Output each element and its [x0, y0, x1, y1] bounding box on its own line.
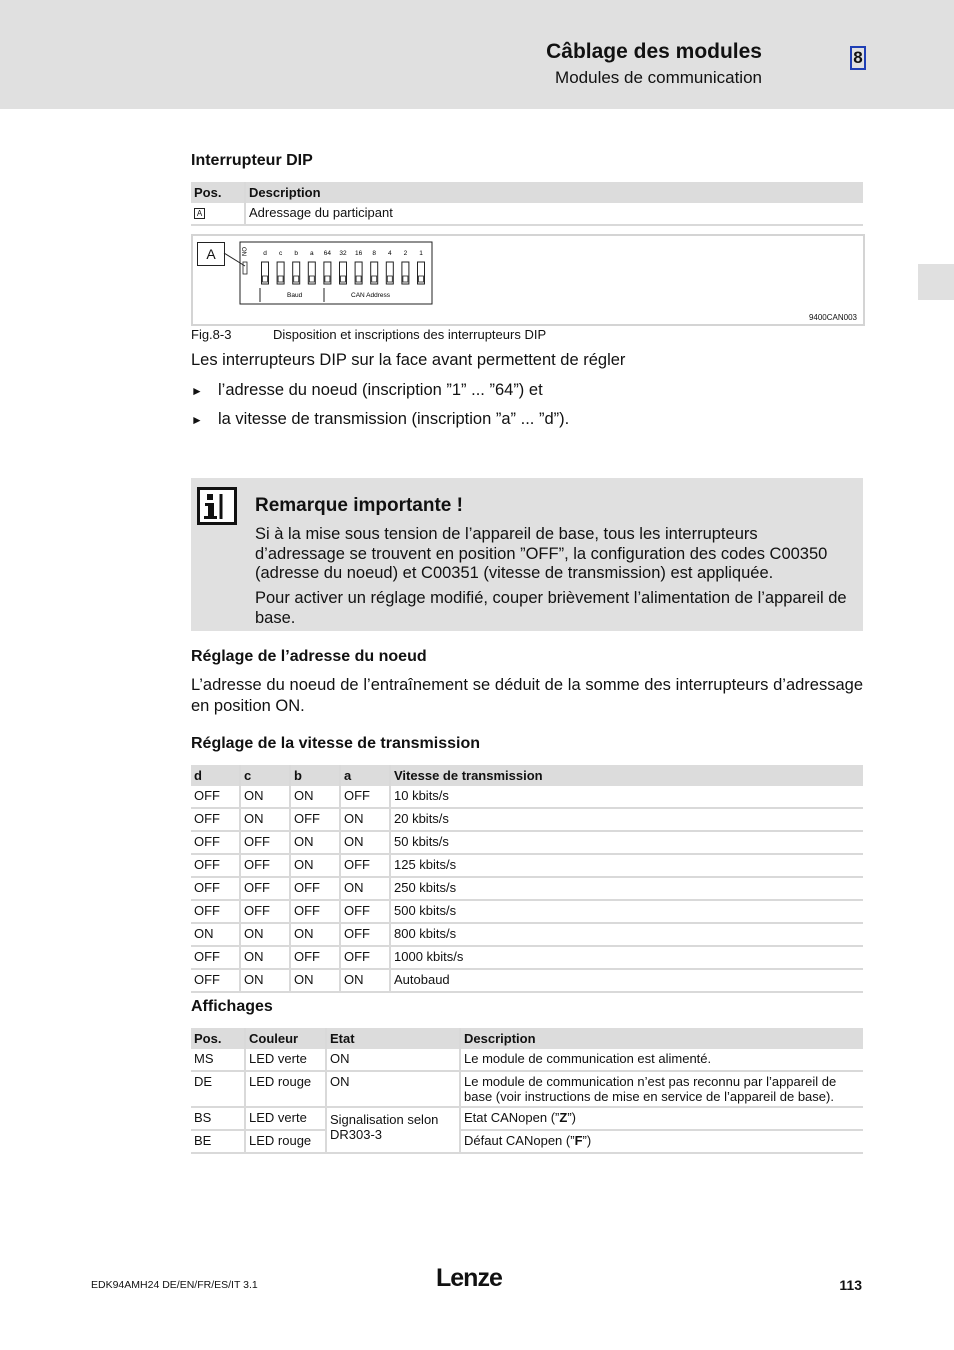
switch-label: a [309, 250, 314, 257]
displays-table [191, 1028, 863, 1154]
table-cell: 500 kbits/s [390, 900, 863, 923]
figure-code: 9400CAN003 [808, 313, 857, 322]
table-row [191, 808, 863, 831]
switch-label: 64 [323, 250, 332, 257]
table-row [191, 1049, 863, 1071]
table-cell: 20 kbits/s [390, 808, 863, 831]
table-header: Pos. [191, 182, 245, 203]
table-cell: OFF [290, 946, 340, 969]
table-cell: ON [240, 969, 290, 992]
note-paragraph: Pour activer un réglage modifié, couper brièvement l’alimentation de l’appareil de base. [255, 589, 847, 627]
switch-label: 2 [403, 250, 408, 257]
table-cell: OFF [191, 854, 240, 877]
table-cell: ON [240, 923, 290, 946]
section-heading-node-address: Réglage de l’adresse du noeud [191, 648, 427, 665]
switch-label: 4 [387, 250, 392, 257]
dip-switch-knob [309, 276, 314, 282]
page-subtitle: Modules de communication [555, 68, 762, 87]
baud-group-label: Baud [287, 292, 303, 299]
table-row [191, 1071, 863, 1107]
note-paragraph: Si à la mise sous tension de l’appareil de base, tous les interrupteurs d’adressage se trouvent en position ”OFF”, la configuration des codes C00350 (adresse du noeud) et C00351 (vitesse de transmission) est appliquée. [255, 525, 828, 582]
dip-switch-knob [263, 276, 268, 282]
table-row [191, 786, 863, 808]
table-cell: ON [240, 946, 290, 969]
table-cell: Adressage du participant [245, 203, 863, 225]
chapter-side-tab [918, 264, 954, 300]
switch-label: 32 [339, 250, 347, 257]
table-cell: OFF [240, 877, 290, 900]
table-cell: Le module de communication est alimenté. [460, 1049, 863, 1071]
table-cell: 125 kbits/s [390, 854, 863, 877]
position-marker: A [194, 208, 205, 219]
table-cell: LED rouge [245, 1071, 326, 1107]
table-cell: ON [240, 786, 290, 808]
table-row [191, 923, 863, 946]
switch-label: 16 [354, 250, 363, 257]
figure-caption-number: Fig.8-3 [191, 327, 232, 342]
table-cell: OFF [240, 900, 290, 923]
dip-switch-knob [294, 276, 299, 282]
table-row [191, 1107, 863, 1130]
table-cell: LED rouge [245, 1130, 326, 1153]
page-title: Câblage des modules [546, 40, 762, 63]
table-cell: OFF [290, 877, 340, 900]
table-cell: ON [340, 969, 390, 992]
dip-switch-knob [387, 276, 392, 282]
table-row [191, 1130, 863, 1153]
important-note [191, 478, 863, 631]
table-header: Description [460, 1028, 863, 1049]
table-cell: ON [340, 877, 390, 900]
switch-label: b [294, 250, 299, 257]
table-cell: OFF [191, 946, 240, 969]
table-cell: ON [290, 923, 340, 946]
list-item [191, 381, 543, 400]
table-header: a [340, 765, 390, 786]
table-cell: Le module de communication n’est pas reconnu par l’appareil de base (voir instructions de mise en service de l’appareil de base). [460, 1071, 863, 1107]
table-header: b [290, 765, 340, 786]
switch-label: 8 [372, 250, 377, 257]
table-cell: 50 kbits/s [390, 831, 863, 854]
table-cell: Autobaud [390, 969, 863, 992]
on-label: ON [240, 247, 246, 256]
dip-switch-knob [341, 276, 346, 282]
table-cell: 10 kbits/s [390, 786, 863, 808]
table-cell: ON [340, 808, 390, 831]
table-cell: ON [191, 923, 240, 946]
figure-callout: A [197, 242, 225, 266]
table-cell: OFF [340, 946, 390, 969]
table-cell: OFF [191, 877, 240, 900]
table-cell: BS [191, 1107, 245, 1130]
list-item [191, 410, 569, 429]
table-header: Etat [326, 1028, 460, 1049]
brand-logo: Lenze [436, 1264, 502, 1292]
table-cell: OFF [290, 900, 340, 923]
dip-switch-knob [403, 276, 408, 282]
table-row [191, 877, 863, 900]
table-cell: BE [191, 1130, 245, 1153]
table-header: Description [245, 182, 863, 203]
table-cell: OFF [191, 969, 240, 992]
node-address-paragraph: L’adresse du noeud de l’entraînement se déduit de la somme des interrupteurs d’adressage en position ON. [191, 676, 863, 715]
table-cell: OFF [191, 786, 240, 808]
table-cell: MS [191, 1049, 245, 1071]
page-number: 113 [839, 1277, 862, 1293]
address-group-label: CAN Address [351, 292, 391, 299]
switch-label: 1 [419, 250, 423, 257]
section-heading-displays: Affichages [191, 998, 273, 1015]
section-heading-dip: Interrupteur DIP [191, 152, 313, 169]
table-row [191, 854, 863, 877]
document-id: EDK94AMH24 DE/EN/FR/ES/IT 3.1 [91, 1279, 258, 1291]
table-row [191, 946, 863, 969]
table-cell: OFF [290, 808, 340, 831]
table-header: c [240, 765, 290, 786]
dip-switch-knob [356, 276, 361, 282]
table-cell: DE [191, 1071, 245, 1107]
table-cell: OFF [340, 854, 390, 877]
table-row [191, 831, 863, 854]
table-cell: ON [290, 786, 340, 808]
table-cell: 1000 kbits/s [390, 946, 863, 969]
table-cell: Etat CANopen (”Z”) [460, 1107, 863, 1130]
bullet-arrow-icon: ► [191, 384, 203, 398]
dip-switch-knob [419, 276, 424, 282]
header-band [0, 0, 954, 109]
dip-position-table [191, 182, 863, 226]
table-row [191, 900, 863, 923]
chapter-badge: 8 [850, 46, 866, 70]
switch-label: d [263, 250, 267, 257]
table-cell: ON [240, 808, 290, 831]
table-header: Vitesse de transmission [390, 765, 863, 786]
table-row [191, 969, 863, 992]
baud-rate-table [191, 765, 863, 993]
table-cell: OFF [240, 854, 290, 877]
table-header: Pos. [191, 1028, 245, 1049]
dip-switch-knob [278, 276, 283, 282]
intro-paragraph: Les interrupteurs DIP sur la face avant permettent de régler [191, 351, 626, 369]
list-item-text: l’adresse du noeud (inscription ”1” ... ”64”) et [218, 381, 543, 399]
table-cell: ON [326, 1071, 460, 1107]
figure-caption-text: Disposition et inscriptions des interrupteurs DIP [273, 327, 547, 342]
table-cell: ON [340, 831, 390, 854]
table-cell: OFF [240, 831, 290, 854]
on-indicator [243, 262, 247, 274]
table-cell: Signalisation selon DR303-3 [326, 1107, 460, 1153]
info-icon [197, 487, 237, 525]
table-cell: ON [290, 854, 340, 877]
table-cell: OFF [340, 923, 390, 946]
table-cell: 250 kbits/s [390, 877, 863, 900]
note-title: Remarque importante ! [255, 495, 463, 516]
table-cell: OFF [191, 808, 240, 831]
section-heading-baud: Réglage de la vitesse de transmission [191, 735, 481, 752]
dip-switch-drawing [193, 236, 863, 324]
table-row [191, 203, 863, 225]
table-cell: OFF [340, 900, 390, 923]
switch-label: c [278, 250, 283, 257]
table-cell: ON [290, 969, 340, 992]
table-cell: OFF [340, 786, 390, 808]
table-cell: LED verte [245, 1107, 326, 1130]
list-item-text: la vitesse de transmission (inscription ”a” ... ”d”). [218, 410, 570, 428]
table-header: Couleur [245, 1028, 326, 1049]
dip-switch-figure [191, 234, 865, 326]
table-header: d [191, 765, 240, 786]
table-cell: LED verte [245, 1049, 326, 1071]
table-cell: ON [326, 1049, 460, 1071]
dip-switch-knob [372, 276, 377, 282]
table-cell: OFF [191, 831, 240, 854]
bullet-arrow-icon: ► [191, 413, 203, 427]
dip-switch-knob [325, 276, 330, 282]
table-cell: 800 kbits/s [390, 923, 863, 946]
table-cell: Défaut CANopen (”F”) [460, 1130, 863, 1153]
table-cell: ON [290, 831, 340, 854]
table-cell: OFF [191, 900, 240, 923]
